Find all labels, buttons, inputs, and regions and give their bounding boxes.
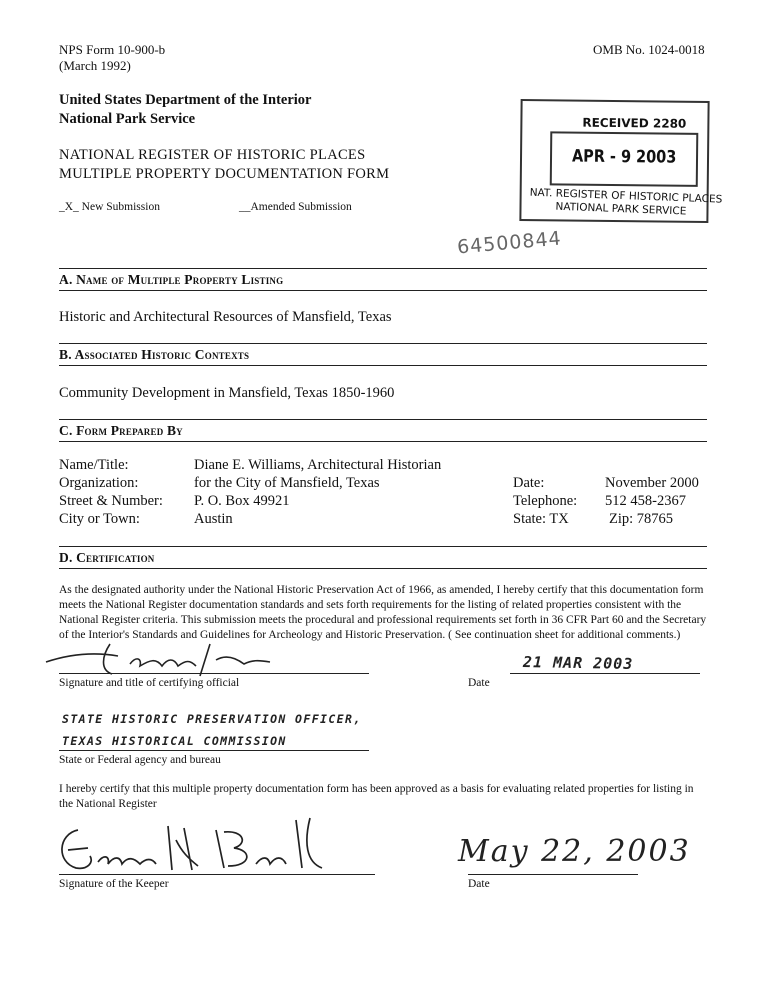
- stamp-date-box: [550, 131, 699, 187]
- agency-caption: State or Federal agency and bureau: [59, 754, 221, 766]
- keeper-signature-line: [59, 874, 375, 875]
- keeper-signature: [48, 812, 338, 882]
- certifying-signature-caption: Signature and title of certifying official: [59, 677, 240, 689]
- multiple-property-name: Historic and Architectural Resources of Mansfield, Texas: [59, 309, 392, 325]
- section-c-top-rule: [59, 419, 707, 420]
- certification-paragraph: As the designated authority under the National Historic Preservation Act of 1966, as amended, I hereby certify that this documentation form meets the National Register documentation standards and sets forth requirements for the listing of related properties consistent with the National Register criteria. This submission meets the procedural and professional requirements set forth in 36 CFR Part 60 and the Secretary of the Interior's Standards and Guidelines for Archeology and Historic Preservation. ( See continuation sheet for additional comments.): [59, 584, 707, 641]
- agency-handwritten-line2: TEXAS HISTORICAL COMMISSION: [62, 734, 287, 748]
- section-d-bottom-rule: [59, 568, 707, 569]
- form-title-line1: NATIONAL REGISTER OF HISTORIC PLACES: [59, 147, 366, 163]
- name-title-label: Name/Title:: [59, 457, 129, 473]
- new-submission-checkbox: _X_ New Submission: [59, 201, 160, 213]
- date-value: November 2000: [605, 475, 699, 491]
- section-b-top-rule: [59, 343, 707, 344]
- section-c-bottom-rule: [59, 441, 707, 442]
- section-d-top-rule: [59, 546, 707, 547]
- date-label: Date:: [513, 475, 545, 491]
- omb-number: OMB No. 1024-0018: [593, 42, 705, 57]
- certification-date-line: [510, 673, 700, 674]
- section-c-heading: C. Form Prepared By: [59, 423, 183, 438]
- street-label: Street & Number:: [59, 493, 163, 509]
- section-a-top-rule: [59, 268, 707, 269]
- city-value: Austin: [194, 511, 233, 527]
- keeper-signature-caption: Signature of the Keeper: [59, 878, 169, 890]
- certification-date-caption: Date: [468, 677, 490, 689]
- section-b-heading: B. Associated Historic Contexts: [59, 347, 250, 362]
- historic-context: Community Development in Mansfield, Texas 1850-1960: [59, 385, 395, 401]
- stamp-received: RECEIVED 2280: [582, 115, 687, 131]
- keeper-date-caption: Date: [468, 878, 490, 890]
- telephone-value: 512 458-2367: [605, 493, 686, 509]
- department-name: United States Department of the Interior: [59, 92, 312, 108]
- handwritten-reference-number: 64500844: [456, 227, 563, 259]
- form-date: (March 1992): [59, 58, 131, 73]
- keeper-date-line: [468, 874, 638, 875]
- street-value: P. O. Box 49921: [194, 493, 290, 509]
- city-label: City or Town:: [59, 511, 140, 527]
- stamp-line2: NATIONAL PARK SERVICE: [555, 200, 687, 218]
- form-number: NPS Form 10-900-b: [59, 42, 166, 57]
- zip-value: Zip: 78765: [609, 511, 674, 527]
- certification-handwritten-date: 21 MAR 2003: [522, 653, 634, 673]
- organization-value: for the City of Mansfield, Texas: [194, 475, 380, 491]
- state-value: State: TX: [513, 511, 569, 527]
- stamp-line1: NAT. REGISTER OF HISTORIC PLACES: [529, 186, 723, 206]
- service-name: National Park Service: [59, 111, 196, 127]
- certifying-signature-line: [59, 673, 369, 674]
- agency-line: [59, 750, 369, 751]
- amended-submission-checkbox: __Amended Submission: [239, 201, 352, 213]
- form-title-line2: MULTIPLE PROPERTY DOCUMENTATION FORM: [59, 166, 390, 182]
- section-a-heading: A. Name of Multiple Property Listing: [59, 272, 284, 287]
- section-b-bottom-rule: [59, 365, 707, 366]
- received-stamp: [519, 99, 723, 223]
- keeper-handwritten-date: May 22, 2003: [458, 834, 691, 869]
- organization-label: Organization:: [59, 475, 139, 491]
- section-a-bottom-rule: [59, 290, 707, 291]
- name-title-value: Diane E. Williams, Architectural Historian: [194, 457, 442, 473]
- stamp-date: APR - 9 2003: [571, 146, 677, 168]
- telephone-label: Telephone:: [513, 493, 578, 509]
- approval-paragraph: I hereby certify that this multiple property documentation form has been approved as a basis for evaluating related properties for listing in the National Register: [59, 783, 694, 810]
- section-d-heading: D. Certification: [59, 550, 155, 565]
- agency-handwritten-line1: STATE HISTORIC PRESERVATION OFFICER,: [62, 712, 362, 726]
